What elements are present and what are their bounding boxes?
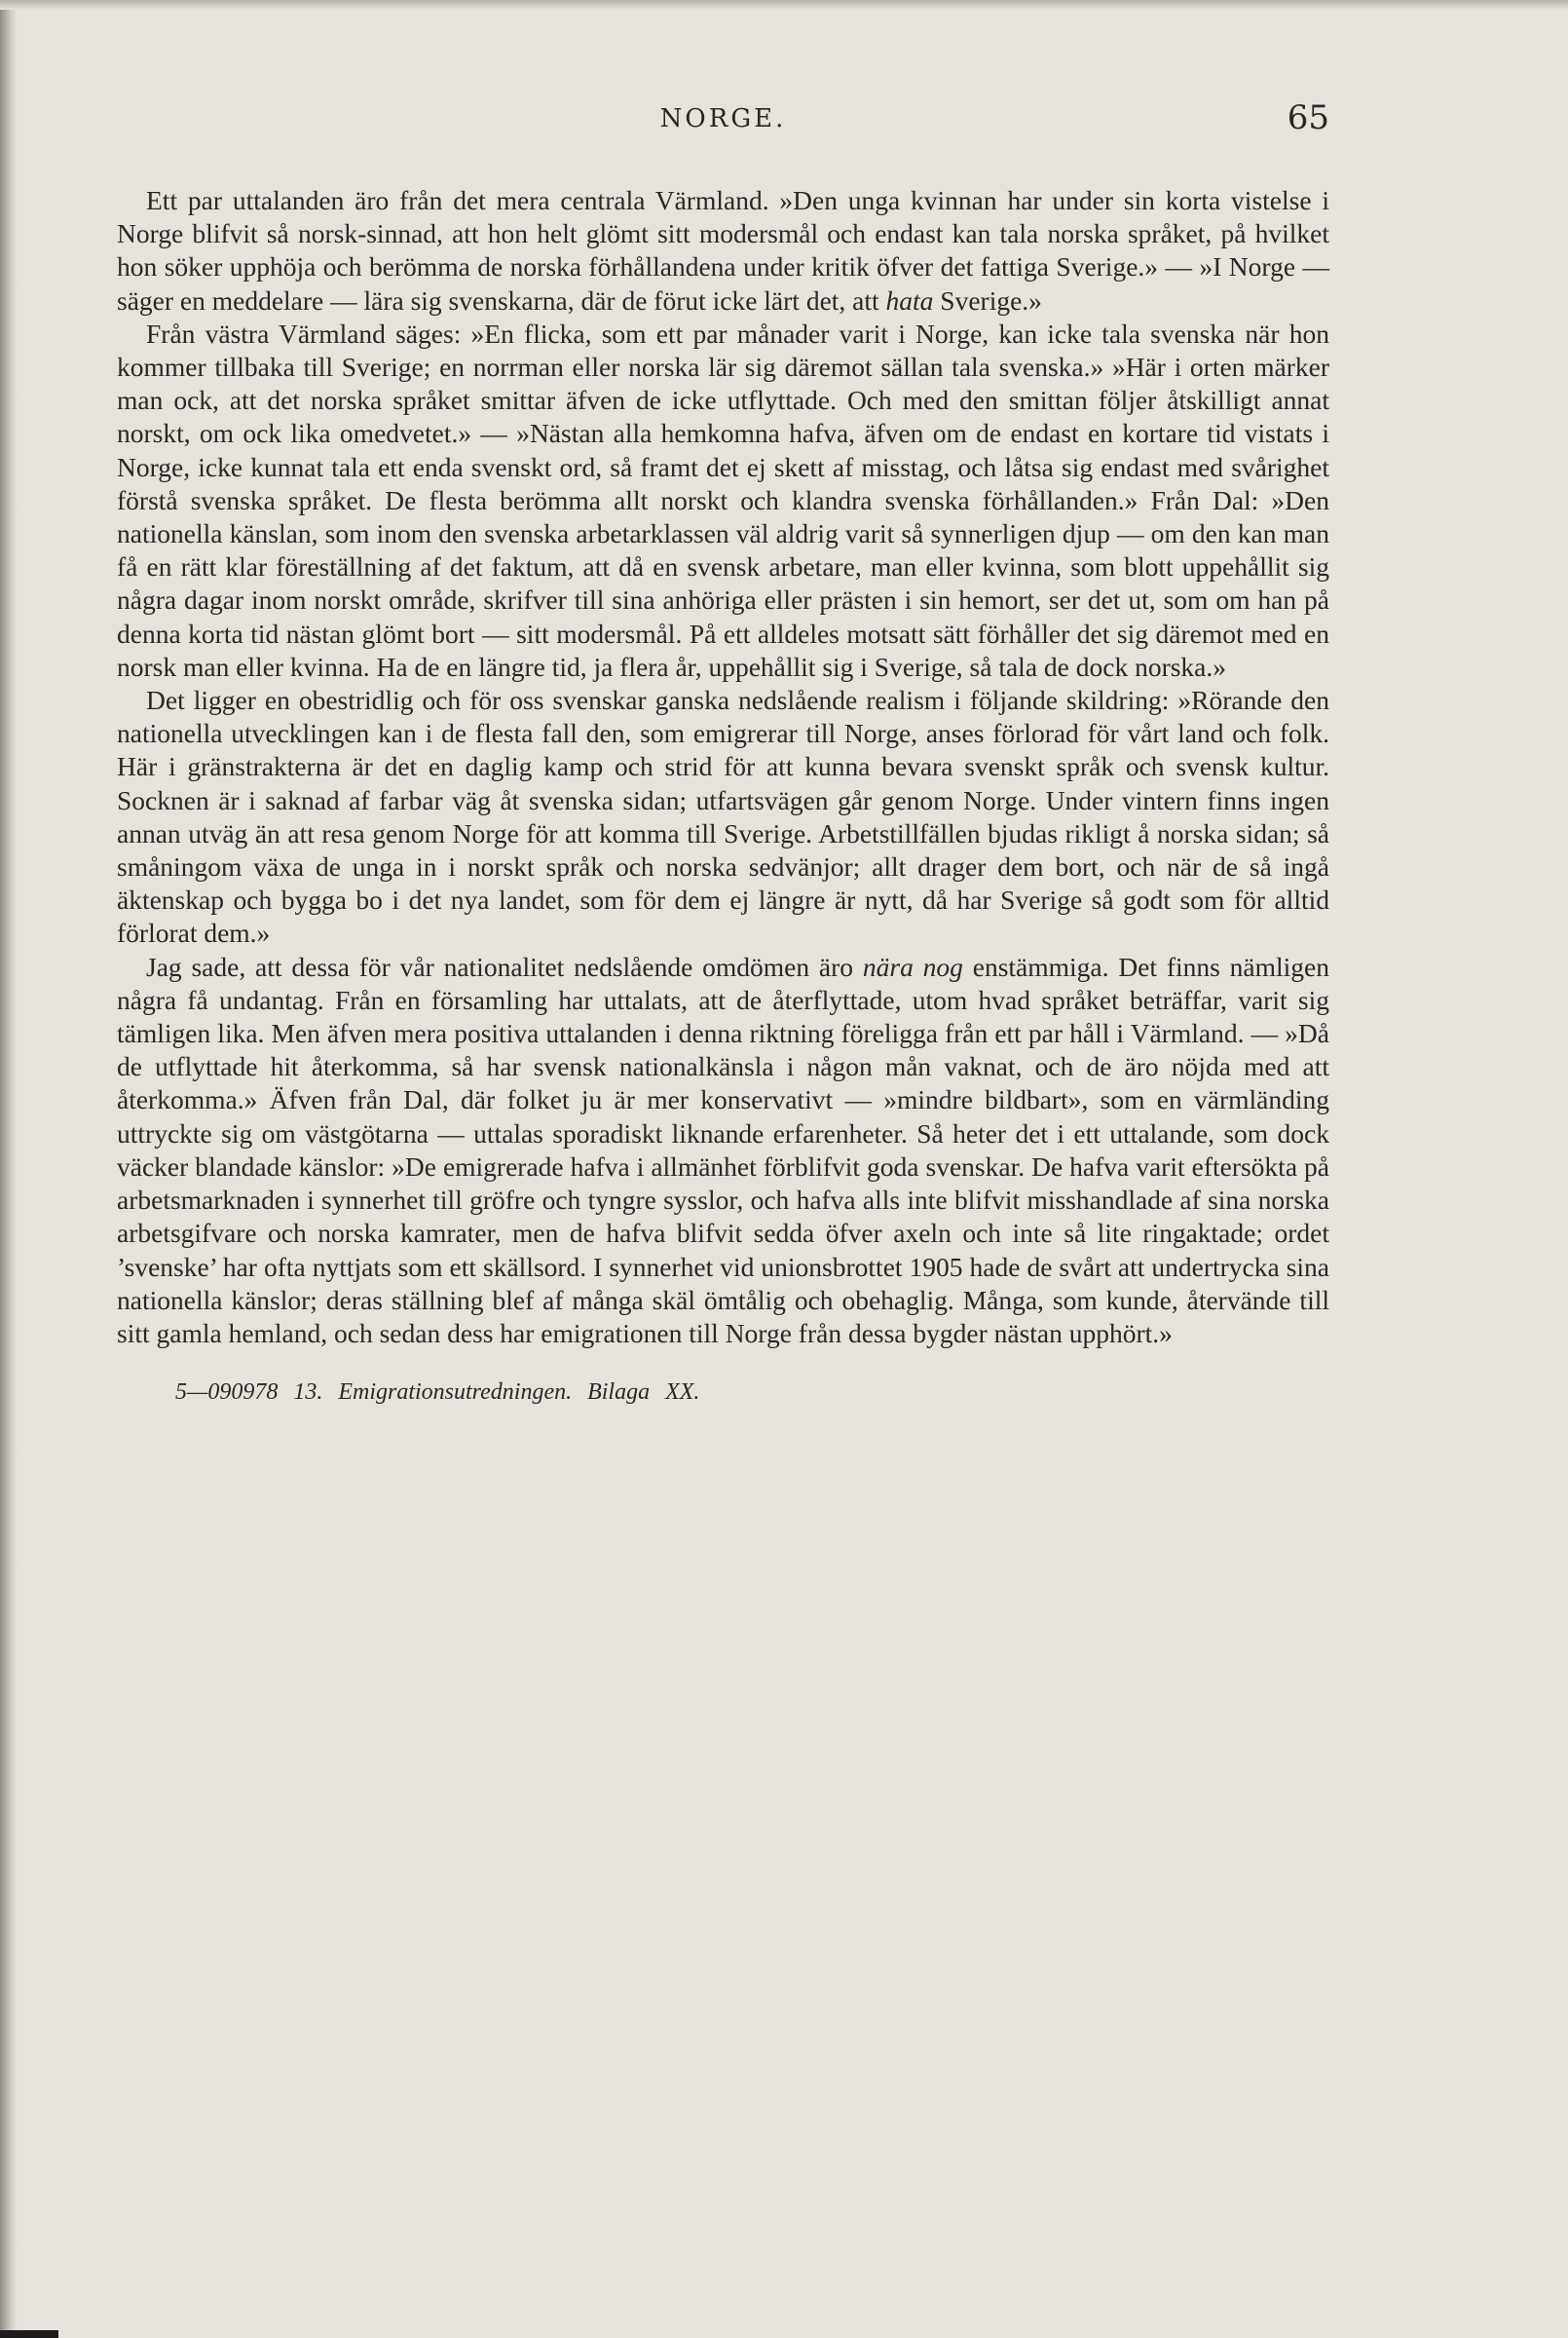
paragraph-1-emphasis: hata bbox=[885, 284, 934, 316]
paragraph-1-text-b: Sverige.» bbox=[933, 284, 1042, 316]
paragraph-1-text-a: Ett par uttalanden äro från det mera centrala Värmland. »Den unga kvinnan har under sin korta vistelse i Norge blifvit så norsk-sinnad, att hon helt glömt sitt modersmål och endast kan tala norska språket, på hvilket hon söker upphöja och berömma de norska förhållandena under kritik öfver det fattiga Sverige.» — »I Norge — säger en meddelare — lära sig svenskarna, där de förut icke lärt det, att bbox=[117, 185, 1329, 316]
paragraph-4-text-a: Jag sade, att dessa för vår nationalitet nedslående omdömen äro bbox=[146, 951, 863, 982]
scan-corner-mark bbox=[0, 2330, 58, 2338]
running-head bbox=[117, 93, 1329, 141]
scan-edge-top bbox=[0, 0, 1568, 10]
scan-edge-left bbox=[0, 0, 18, 2338]
paragraph-4-emphasis: nära nog bbox=[862, 951, 963, 982]
paragraph-4-text-b: enstämmiga. Det finns nämligen några få undantag. Från en församling har uttalats, att de återflyttade, utom hvad språket beträffar, varit sig tämligen lika. Men äfven mera positiva uttalanden i denna riktning föreligga från ett par håll i Värmland. — »Då de utflyttade hit återkomma, så har svensk nationalkänsla i någon mån vaknat, och de äro nöjda med att återkomma.» Äfven från Dal, där folket ju är mer konservativt — »mindre bildbart», som en värmländing uttryckte sig om västgötarna — uttalas sporadiskt liknande erfarenheter. Så heter det i ett uttalande, som dock väcker blandade känslor: »De emigrerade hafva i allmänhet förblifvit goda svenskar. De hafva varit eftersökta på arbetsmarknaden i synnerhet till gröfre och tyngre sysslor, och hafva alls inte blifvit misshandlade af sina norska arbetsgifvare och norska kamrater, men de hafva blifvit sedda öfver axeln och inte så lite ringaktade; ordet ’svenske’ har ofta nyttjats som ett skällsord. I synnerhet vid unionsbrottet 1905 hade de svårt att undertrycka sina nationella känslor; deras ställning blef af många skäl ömtålig och obehaglig. Många, som kunde, återvände till sitt gamla hemland, och sedan dess har emigrationen till Norge från dessa bygder nästan upphört.» bbox=[117, 951, 1330, 1348]
paragraph-4 bbox=[117, 951, 1329, 1350]
book-page bbox=[117, 93, 1329, 1406]
running-title: NORGE. bbox=[659, 104, 787, 133]
paragraph-1 bbox=[117, 184, 1329, 318]
signature-line: 5—090978 13. Emigrationsutredningen. Bilaga XX. bbox=[175, 1379, 700, 1406]
paragraph-3: Det ligger en obestridlig och för oss svenskar ganska nedslående realism i följande skildring: »Rörande den nationella utvecklingen kan i de flesta fall den, som emigrerar till Norge, anses förlorad för vårt land och folk. Här i gränstrakterna är det en daglig kamp och strid för att kunna bevara svenskt språk och svensk kultur. Socknen är i saknad af farbar väg åt svenska sidan; utfartsvägen går genom Norge. Under vintern finns ingen annan utväg än att resa genom Norge för att komma till Sverige. Arbetstillfällen bjudas rikligt å norska sidan; så småningom växa de unga in i norskt språk och norska sedvänjor; allt drager dem bort, och när de så ingå äktenskap och bygga bo i det nya landet, som för dem ej längre är nytt, då har Sverige så godt som för alltid förlorat dem.» bbox=[117, 685, 1329, 949]
paragraph-2: Från västra Värmland säges: »En flicka, som ett par månader varit i Norge, kan icke tala svenska när hon kommer tillbaka till Sverige; en norrman eller norska lär sig däremot sällan tala svenska.» »Här i orten märker man ock, att det norska språket smittar äfven de icke utflyttade. Och med den smittan följer åtskilligt annat norskt, om ock lika omedvetet.» — »Nästan alla hemkomna hafva, äfven om de endast en kortare tid vistats i Norge, icke kunnat tala ett enda svenskt ord, så framt det ej skett af misstag, och låtsa sig endast med svårighet förstå svenska språket. De flesta berömma allt norskt och klandra svenska förhållanden.» Från Dal: »Den nationella känslan, som inom den svenska arbetarklassen väl aldrig varit så synnerligen djup — om den kan man få en rätt klar föreställning af det faktum, att då en svensk arbetare, man eller kvinna, som blott uppehållit sig några dagar inom norskt område, skrifver till sina anhöriga eller prästen i sin hemort, ser det ut, som om han på denna korta tid nästan glömt bort — sitt modersmål. På ett alldeles motsatt sätt förhåller det sig däremot med en norsk man eller kvinna. Ha de en längre tid, ja flera år, uppehållit sig i Sverige, så tala de dock norska.» bbox=[117, 318, 1329, 682]
body-text bbox=[117, 184, 1329, 1350]
page-number: 65 bbox=[1287, 98, 1329, 137]
